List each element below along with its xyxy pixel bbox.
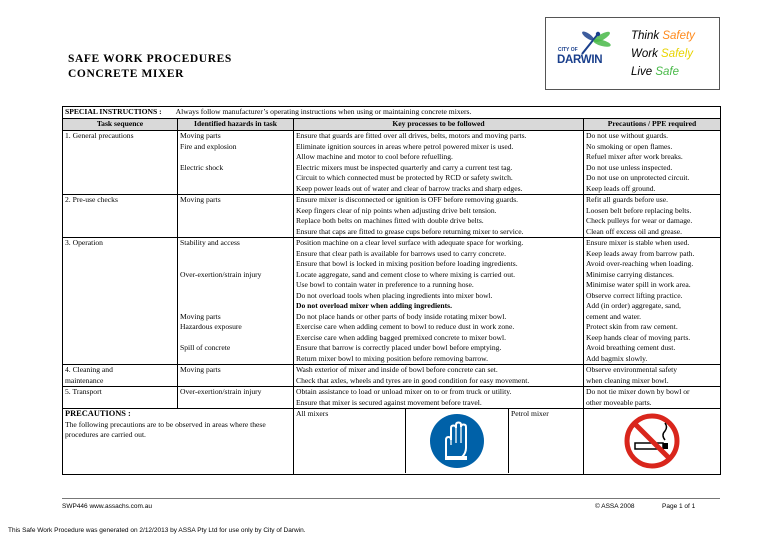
task-sequence-line: 2. Pre-use checks (65, 195, 118, 204)
special-instructions-text: Always follow manufacturer’s operating instructions when using or maintaining concrete mixers. (175, 107, 472, 116)
city-of-label: CITY OF (558, 47, 578, 53)
task-sequence-cell (63, 195, 178, 238)
precaution-line: Minimise carrying distances. (586, 269, 674, 279)
task-sequence-line: 5. Transport (65, 387, 102, 396)
task-sequence-line: 4. Cleaning and (65, 365, 113, 374)
precaution-line: Do not use on unprotected circuit. (586, 173, 690, 182)
page-title-line1: SAFE WORK PROCEDURES (68, 53, 232, 65)
task-sequence-cell (63, 131, 178, 195)
hazard-line: Over-exertion/strain injury (180, 269, 262, 279)
precaution-line: Avoid over-reaching when loading. (586, 259, 694, 268)
hazard-line: Stability and access (180, 238, 240, 247)
precaution-line: Observe environmental safety (586, 365, 678, 374)
generation-note: This Safe Work Procedure was generated on 2/12/2013 by ASSA Pty Ltd for use only by City of Darwin. (8, 527, 306, 534)
hazard-line: Over-exertion/strain injury (180, 387, 262, 396)
no-smoking-icon (623, 412, 681, 470)
precaution-line: Do not use unless inspected. (586, 162, 673, 172)
precaution-line: Do not use without guards. (586, 131, 669, 140)
slogan-line-3: Live Safe (631, 66, 679, 78)
special-instructions-label: SPECIAL INSTRUCTIONS : (65, 107, 162, 116)
task-sequence-line: maintenance (65, 375, 104, 385)
precautions-cell (584, 131, 721, 195)
process-line: Ensure that guards are fitted over all drives, belts, motors and moving parts. (296, 131, 527, 140)
precaution-line: Add (in order) aggregate, sand, (586, 301, 681, 310)
precaution-line: Protect skin from raw cement. (586, 322, 678, 331)
precaution-line: Avoid breathing cement dust. (586, 343, 676, 352)
column-header-hazards: Identified hazards in task (178, 119, 294, 131)
hazards-cell (178, 195, 294, 238)
hazard-line: Spill of concrete (180, 343, 231, 352)
task-section-row (63, 387, 721, 409)
all-mixers-label: All mixers (296, 409, 329, 418)
hazard-line: Moving parts (180, 195, 221, 204)
precautions-title: PRECAUTIONS : (65, 409, 131, 418)
process-line: Locate aggregate, sand and cement close to where mixing is carried out. (296, 269, 516, 279)
footer-reference: SWP446 www.assachs.com.au (62, 503, 152, 510)
precautions-row (63, 409, 721, 475)
process-line: Keep fingers clear of nip points when adjusting drive belt tension. (296, 205, 497, 215)
gloves-sign-cell (406, 409, 509, 473)
petrol-mixer-label: Petrol mixer (511, 409, 549, 418)
process-line: Electric mixers must be inspected quarterly and carry a current test tag. (296, 162, 513, 172)
process-line: Circuit to which connected must be protected by RCD or safety switch. (296, 173, 513, 182)
task-sequence-line: 3. Operation (65, 238, 103, 247)
precaution-line: Minimise water spill in work area. (586, 280, 691, 289)
processes-cell (294, 387, 584, 409)
process-line: Use bowl to contain water in preference to a running hose. (296, 280, 474, 289)
process-line: Ensure that mixer is secured against movement before travel. (296, 397, 482, 407)
city-of-darwin-logo (545, 17, 720, 90)
precaution-line: No smoking or open flames. (586, 141, 673, 151)
hazard-line: Electric shock (180, 162, 224, 172)
column-header-processes: Key processes to be followed (294, 119, 584, 131)
hazard-line (180, 280, 291, 291)
procedures-table (62, 106, 721, 475)
hazard-line: Moving parts (180, 131, 221, 140)
footer-divider (62, 498, 720, 499)
hazard-line (180, 259, 291, 270)
all-mixers-cell (294, 409, 406, 473)
hazard-line (180, 152, 291, 163)
precaution-line: Keep leads off ground. (586, 183, 656, 193)
hazard-line (180, 301, 291, 312)
precaution-line: Keep leads away from barrow path. (586, 248, 695, 258)
precautions-cell (584, 365, 721, 387)
process-line: Position machine on a clear level surface with adequate space for working. (296, 238, 524, 247)
task-section-row (63, 131, 721, 195)
precaution-line: Keep hands clear of moving parts. (586, 332, 691, 342)
hazard-line (180, 291, 291, 302)
task-sequence-cell (63, 387, 178, 409)
hazards-cell (178, 131, 294, 195)
slogan-line-1: Think Safety (631, 30, 695, 42)
precaution-line: Add bagmix slowly. (586, 353, 648, 363)
process-line: Exercise care when adding cement to bowl to reduce dust in work zone. (296, 322, 515, 331)
process-line: Wash exterior of mixer and inside of bowl before concrete can set. (296, 365, 498, 374)
process-line: Check that axles, wheels and tyres are in good condition for easy movement. (296, 375, 530, 385)
page-title-line2: CONCRETE MIXER (68, 68, 185, 80)
task-sequence-cell (63, 365, 178, 387)
process-line: Ensure that barrow is correctly placed under bowl before emptying. (296, 343, 502, 352)
precaution-line: when cleaning mixer bowl. (586, 375, 669, 385)
processes-cell (294, 131, 584, 195)
process-line: Ensure that bowl is locked in mixing position before loading ingredients. (296, 259, 518, 268)
process-line: Ensure that clear path is available for barrows used to carry concrete. (296, 248, 506, 258)
process-line: Ensure mixer is disconnected or ignition is OFF before removing guards. (296, 195, 519, 204)
process-line: Keep power leads out of water and clear of barrow tracks and sharp edges. (296, 183, 523, 193)
slogan-line-2: Work Safely (631, 48, 694, 60)
precautions-cell (584, 387, 721, 409)
footer-copyright: © ASSA 2008 (595, 503, 635, 510)
process-line: Obtain assistance to load or unload mixer on to or from truck or utility. (296, 387, 512, 396)
precaution-line: cement and water. (586, 311, 642, 321)
precaution-line: other moveable parts. (586, 397, 652, 407)
hazard-line: Moving parts (180, 311, 221, 321)
precautions-cell (584, 238, 721, 365)
precaution-line: Observe correct lifting practice. (586, 290, 683, 300)
hazards-cell (178, 238, 294, 365)
hazard-line (180, 333, 291, 344)
process-line: Replace both belts on machines fitted with double drive belts. (296, 216, 484, 225)
precaution-line: Ensure mixer is stable when used. (586, 238, 690, 247)
precautions-cell (584, 195, 721, 238)
process-line: Exercise care when adding bagged premixed concrete to mixer bowl. (296, 332, 507, 342)
precaution-line: Do not tie mixer down by bowl or (586, 387, 690, 396)
process-line: Do not overload tools when placing ingredients into mixer bowl. (296, 290, 493, 300)
process-line: Return mixer bowl to mixing position before removing barrow. (296, 353, 489, 363)
city-name-label: DARWIN (557, 54, 603, 66)
precaution-line: Refit all guards before use. (586, 195, 669, 204)
hazard-line: Fire and explosion (180, 141, 237, 151)
petrol-mixer-cell (509, 409, 583, 473)
column-header-row (63, 119, 721, 131)
task-sequence-line: 1. General precautions (65, 131, 134, 140)
task-section-row (63, 365, 721, 387)
process-line: Allow machine and motor to cool before refuelling. (296, 152, 453, 161)
special-instructions-row (63, 107, 721, 119)
process-line: Do not place hands or other parts of body inside rotating mixer bowl. (296, 311, 507, 321)
column-header-precautions: Precautions / PPE required (584, 119, 721, 131)
processes-cell (294, 195, 584, 238)
hazard-line: Moving parts (180, 365, 221, 374)
processes-cell (294, 365, 584, 387)
process-line: Do not overload mixer when adding ingredients. (296, 301, 453, 310)
precautions-text: The following precautions are to be observed in areas where these procedures are carried out. (65, 419, 266, 439)
processes-cell (294, 238, 584, 365)
darwin-emblem (558, 28, 618, 78)
task-sequence-cell (63, 238, 178, 365)
process-line: Eliminate ignition sources in areas where petrol powered mixer is used. (296, 141, 514, 151)
hazards-cell (178, 387, 294, 409)
column-header-task: Task sequence (63, 119, 178, 131)
task-section-row (63, 238, 721, 365)
precaution-line: Refuel mixer after work breaks. (586, 152, 683, 161)
protective-gloves-icon (429, 413, 485, 469)
task-section-row (63, 195, 721, 238)
hazard-line: Hazardous exposure (180, 322, 242, 331)
precaution-line: Loosen belt before replacing belts. (586, 205, 692, 215)
precaution-line: Check pulleys for wear or damage. (586, 216, 693, 225)
process-line: Ensure that caps are fitted to grease cups before returning mixer to service. (296, 226, 524, 236)
hazard-line (180, 249, 291, 260)
precaution-line: Clean off excess oil and grease. (586, 226, 683, 236)
footer-page-number: Page 1 of 1 (662, 503, 696, 510)
hazards-cell (178, 365, 294, 387)
